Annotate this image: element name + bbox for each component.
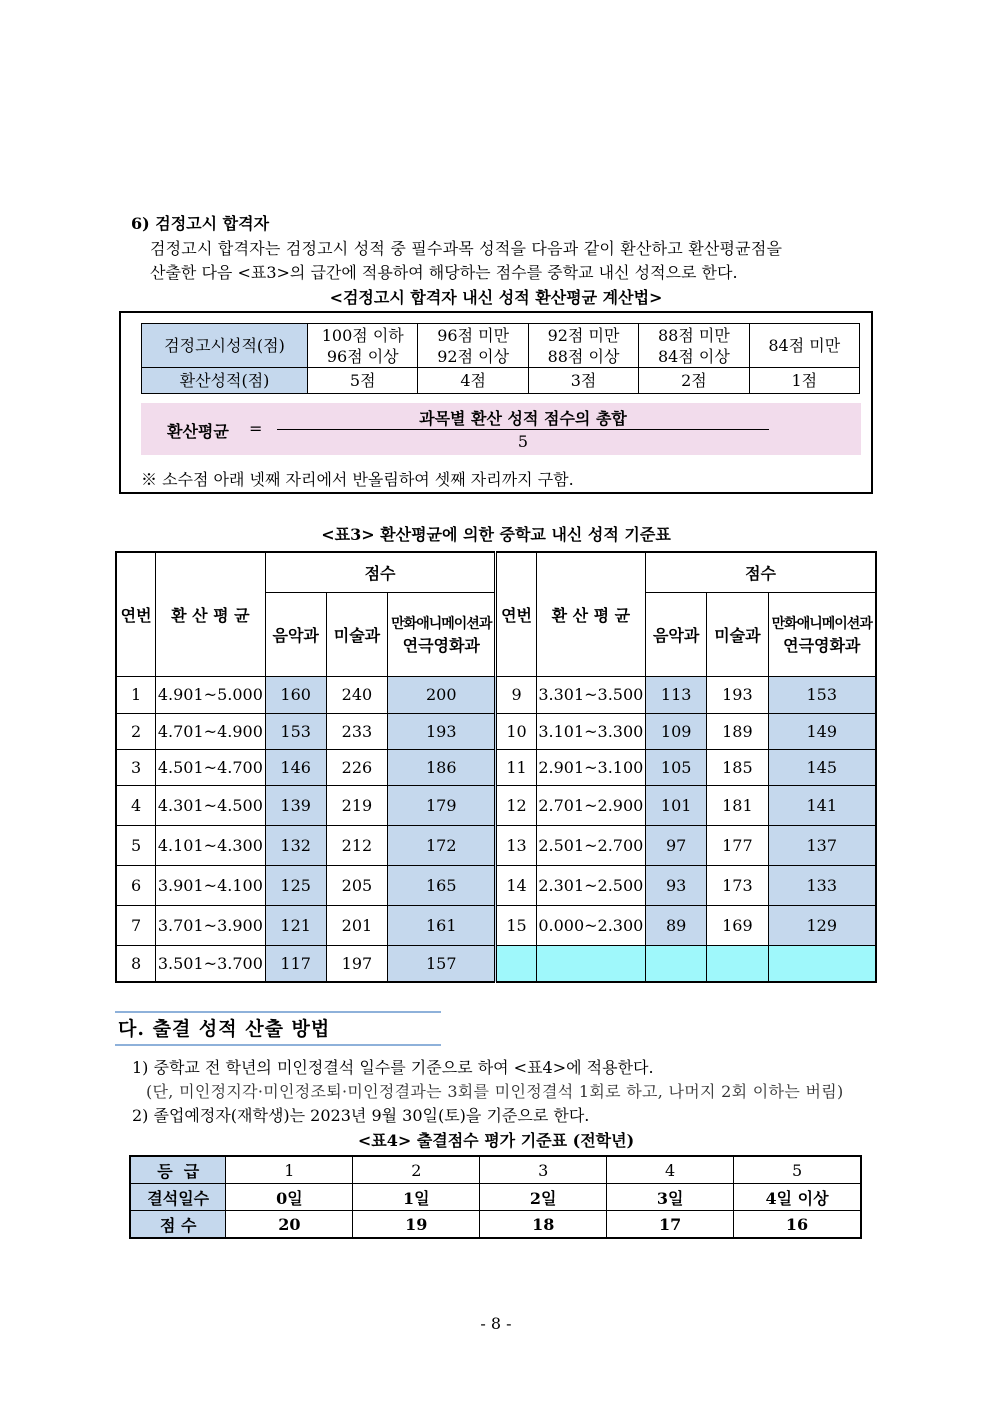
avg-range-cell: 2.501~2.700 bbox=[536, 825, 645, 865]
col-header-anim: 만화애니메이션과 연극영화과 bbox=[768, 592, 876, 676]
art-score-cell: 181 bbox=[707, 785, 768, 825]
table-row bbox=[116, 749, 876, 785]
art-score-cell: 219 bbox=[326, 785, 387, 825]
music-score-cell: 117 bbox=[265, 945, 326, 982]
section-heading: 다. 출결 성적 산출 방법 bbox=[118, 1018, 331, 1040]
row-no-cell: 2 bbox=[116, 713, 156, 749]
score-cell: 16 bbox=[734, 1211, 861, 1239]
art-score-cell: 226 bbox=[326, 749, 387, 785]
box-title: <검정고시 합격자 내신 성적 환산평균 계산법> bbox=[329, 288, 663, 307]
anim-score-cell bbox=[768, 945, 876, 982]
score-cell: 19 bbox=[353, 1211, 480, 1239]
anim-score-cell: 153 bbox=[768, 676, 876, 713]
conv-range-cell: 84점 미만 bbox=[749, 324, 859, 368]
avg-range-cell: 4.901~5.000 bbox=[156, 676, 265, 713]
anim-score-cell: 129 bbox=[768, 905, 876, 945]
conv-score-cell: 5점 bbox=[308, 368, 418, 394]
conversion-box bbox=[119, 311, 873, 494]
row-header: 점 수 bbox=[130, 1211, 226, 1239]
col-header-score: 점수 bbox=[265, 552, 496, 592]
table-row bbox=[116, 785, 876, 825]
col-header-no: 연번 bbox=[116, 552, 156, 676]
anim-score-cell: 200 bbox=[388, 676, 496, 713]
art-score-cell: 185 bbox=[707, 749, 768, 785]
avg-range-cell: 4.501~4.700 bbox=[156, 749, 265, 785]
art-score-cell: 212 bbox=[326, 825, 387, 865]
art-score-cell: 233 bbox=[326, 713, 387, 749]
anim-score-cell: 165 bbox=[388, 865, 496, 905]
grade-cell: 3 bbox=[480, 1156, 607, 1184]
grade-cell: 4 bbox=[607, 1156, 734, 1184]
table-row bbox=[116, 825, 876, 865]
anim-score-cell: 133 bbox=[768, 865, 876, 905]
formula-numerator: 과목별 환산 성적 점수의 총합 bbox=[419, 409, 627, 428]
anim-score-cell: 179 bbox=[388, 785, 496, 825]
fraction-line bbox=[277, 429, 769, 430]
conv-score-cell: 4점 bbox=[418, 368, 528, 394]
row-no-cell: 11 bbox=[496, 749, 536, 785]
anim-score-cell: 172 bbox=[388, 825, 496, 865]
row-no-cell: 13 bbox=[496, 825, 536, 865]
art-score-cell: 205 bbox=[326, 865, 387, 905]
music-score-cell: 146 bbox=[265, 749, 326, 785]
art-score-cell: 197 bbox=[326, 945, 387, 982]
music-score-cell bbox=[646, 945, 707, 982]
anim-score-cell: 145 bbox=[768, 749, 876, 785]
art-score-cell bbox=[707, 945, 768, 982]
music-score-cell: 97 bbox=[646, 825, 707, 865]
anim-score-cell: 193 bbox=[388, 713, 496, 749]
col-header-score: 점수 bbox=[646, 552, 876, 592]
table-row bbox=[116, 676, 876, 713]
table-row bbox=[116, 865, 876, 905]
row-no-cell: 12 bbox=[496, 785, 536, 825]
score-cell: 18 bbox=[480, 1211, 607, 1239]
rounding-note: ※ 소수점 아래 넷째 자리에서 반올림하여 셋째 자리까지 구함. bbox=[141, 470, 574, 489]
conv-range-cell: 92점 미만 88점 이상 bbox=[528, 324, 638, 368]
music-score-cell: 101 bbox=[646, 785, 707, 825]
absent-cell: 2일 bbox=[480, 1184, 607, 1211]
avg-range-cell: 2.301~2.500 bbox=[536, 865, 645, 905]
row-no-cell: 7 bbox=[116, 905, 156, 945]
row-no-cell: 4 bbox=[116, 785, 156, 825]
row-no-cell: 3 bbox=[116, 749, 156, 785]
avg-range-cell: 3.901~4.100 bbox=[156, 865, 265, 905]
col-header-avg: 환 산 평 균 bbox=[536, 552, 645, 676]
row-no-cell bbox=[496, 945, 536, 982]
table4-title: <표4> 출결점수 평가 기준표 (전학년) bbox=[357, 1131, 635, 1150]
art-score-cell: 169 bbox=[707, 905, 768, 945]
anim-score-cell: 157 bbox=[388, 945, 496, 982]
col-header-anim: 만화애니메이션과 연극영화과 bbox=[388, 592, 496, 676]
formula-box bbox=[141, 403, 861, 455]
music-score-cell: 132 bbox=[265, 825, 326, 865]
conv-header-cell: 환산성적(점) bbox=[142, 368, 308, 394]
music-score-cell: 113 bbox=[646, 676, 707, 713]
avg-range-cell: 3.301~3.500 bbox=[536, 676, 645, 713]
formula-denominator: 5 bbox=[517, 432, 529, 451]
anim-score-cell: 137 bbox=[768, 825, 876, 865]
col-header-music: 음악과 bbox=[265, 592, 326, 676]
anim-score-cell: 186 bbox=[388, 749, 496, 785]
section-rule-top bbox=[115, 1011, 441, 1013]
col-header-avg: 환 산 평 균 bbox=[156, 552, 265, 676]
avg-range-cell: 3.701~3.900 bbox=[156, 905, 265, 945]
conv-score-cell: 3점 bbox=[528, 368, 638, 394]
row-header: 결석일수 bbox=[130, 1184, 226, 1211]
anim-score-cell: 149 bbox=[768, 713, 876, 749]
table4 bbox=[129, 1155, 862, 1239]
avg-range-cell: 3.101~3.300 bbox=[536, 713, 645, 749]
row-no-cell: 5 bbox=[116, 825, 156, 865]
music-score-cell: 89 bbox=[646, 905, 707, 945]
art-score-cell: 177 bbox=[707, 825, 768, 865]
row-no-cell: 10 bbox=[496, 713, 536, 749]
score-cell: 17 bbox=[607, 1211, 734, 1239]
table3 bbox=[115, 551, 877, 983]
grade-cell: 1 bbox=[226, 1156, 353, 1184]
music-score-cell: 121 bbox=[265, 905, 326, 945]
conv-range-cell: 100점 이하 96점 이상 bbox=[308, 324, 418, 368]
conv-range-cell: 96점 미만 92점 이상 bbox=[418, 324, 528, 368]
col-header-art: 미술과 bbox=[707, 592, 768, 676]
art-score-cell: 189 bbox=[707, 713, 768, 749]
avg-range-cell: 4.701~4.900 bbox=[156, 713, 265, 749]
avg-range-cell: 0.000~2.300 bbox=[536, 905, 645, 945]
absent-cell: 0일 bbox=[226, 1184, 353, 1211]
col-header-art: 미술과 bbox=[326, 592, 387, 676]
table-row bbox=[116, 905, 876, 945]
row-no-cell: 15 bbox=[496, 905, 536, 945]
avg-range-cell: 3.501~3.700 bbox=[156, 945, 265, 982]
anim-score-cell: 141 bbox=[768, 785, 876, 825]
art-score-cell: 201 bbox=[326, 905, 387, 945]
conv-score-cell: 2점 bbox=[639, 368, 749, 394]
music-score-cell: 153 bbox=[265, 713, 326, 749]
formula-label: 환산평균 bbox=[167, 422, 229, 441]
conv-header-cell: 검정고시성적(점) bbox=[142, 324, 308, 368]
music-score-cell: 125 bbox=[265, 865, 326, 905]
col-header-no: 연번 bbox=[496, 552, 536, 676]
table-row bbox=[116, 713, 876, 749]
row-no-cell: 9 bbox=[496, 676, 536, 713]
art-score-cell: 173 bbox=[707, 865, 768, 905]
row-no-cell: 1 bbox=[116, 676, 156, 713]
absent-cell: 3일 bbox=[607, 1184, 734, 1211]
absent-cell: 1일 bbox=[353, 1184, 480, 1211]
table3-title: <표3> 환산평균에 의한 중학교 내신 성적 기준표 bbox=[321, 525, 671, 544]
list-item: 2) 졸업예정자(재학생)는 2023년 9월 30일(토)을 기준으로 한다. bbox=[132, 1106, 590, 1125]
anim-score-cell: 161 bbox=[388, 905, 496, 945]
avg-range-cell: 4.301~4.500 bbox=[156, 785, 265, 825]
music-score-cell: 105 bbox=[646, 749, 707, 785]
art-score-cell: 240 bbox=[326, 676, 387, 713]
avg-range-cell: 2.701~2.900 bbox=[536, 785, 645, 825]
music-score-cell: 139 bbox=[265, 785, 326, 825]
col-header-music: 음악과 bbox=[646, 592, 707, 676]
music-score-cell: 160 bbox=[265, 676, 326, 713]
absent-cell: 4일 이상 bbox=[734, 1184, 861, 1211]
list-item: 1) 중학교 전 학년의 미인정결석 일수를 기준으로 하여 <표4>에 적용한다. bbox=[132, 1058, 654, 1077]
section-heading: 6) 검정고시 합격자 bbox=[131, 214, 270, 233]
avg-range-cell: 2.901~3.100 bbox=[536, 749, 645, 785]
conv-score-cell: 1점 bbox=[749, 368, 859, 394]
list-item-note: (단, 미인정지각·미인정조퇴·미인정결과는 3회를 미인정결석 1회로 하고, 나머지 2회 이하는 버림) bbox=[146, 1082, 844, 1101]
row-no-cell: 6 bbox=[116, 865, 156, 905]
formula-equals: = bbox=[249, 419, 263, 438]
music-score-cell: 93 bbox=[646, 865, 707, 905]
score-cell: 20 bbox=[226, 1211, 353, 1239]
avg-range-cell: 4.101~4.300 bbox=[156, 825, 265, 865]
table-row bbox=[116, 945, 876, 982]
grade-cell: 2 bbox=[353, 1156, 480, 1184]
paragraph-line: 산출한 다음 <표3>의 급간에 적용하여 해당하는 점수를 중학교 내신 성적으로 한다. bbox=[150, 263, 738, 282]
conv-range-cell: 88점 미만 84점 이상 bbox=[639, 324, 749, 368]
page-number: - 8 - bbox=[480, 1314, 512, 1333]
grade-cell: 5 bbox=[734, 1156, 861, 1184]
row-no-cell: 14 bbox=[496, 865, 536, 905]
music-score-cell: 109 bbox=[646, 713, 707, 749]
conversion-table bbox=[141, 323, 860, 394]
art-score-cell: 193 bbox=[707, 676, 768, 713]
row-no-cell: 8 bbox=[116, 945, 156, 982]
row-header: 등 급 bbox=[130, 1156, 226, 1184]
section-rule-bottom bbox=[115, 1044, 441, 1046]
avg-range-cell bbox=[536, 945, 645, 982]
paragraph-line: 검정고시 합격자는 검정고시 성적 중 필수과목 성적을 다음과 같이 환산하고 환산평균점을 bbox=[150, 239, 783, 258]
